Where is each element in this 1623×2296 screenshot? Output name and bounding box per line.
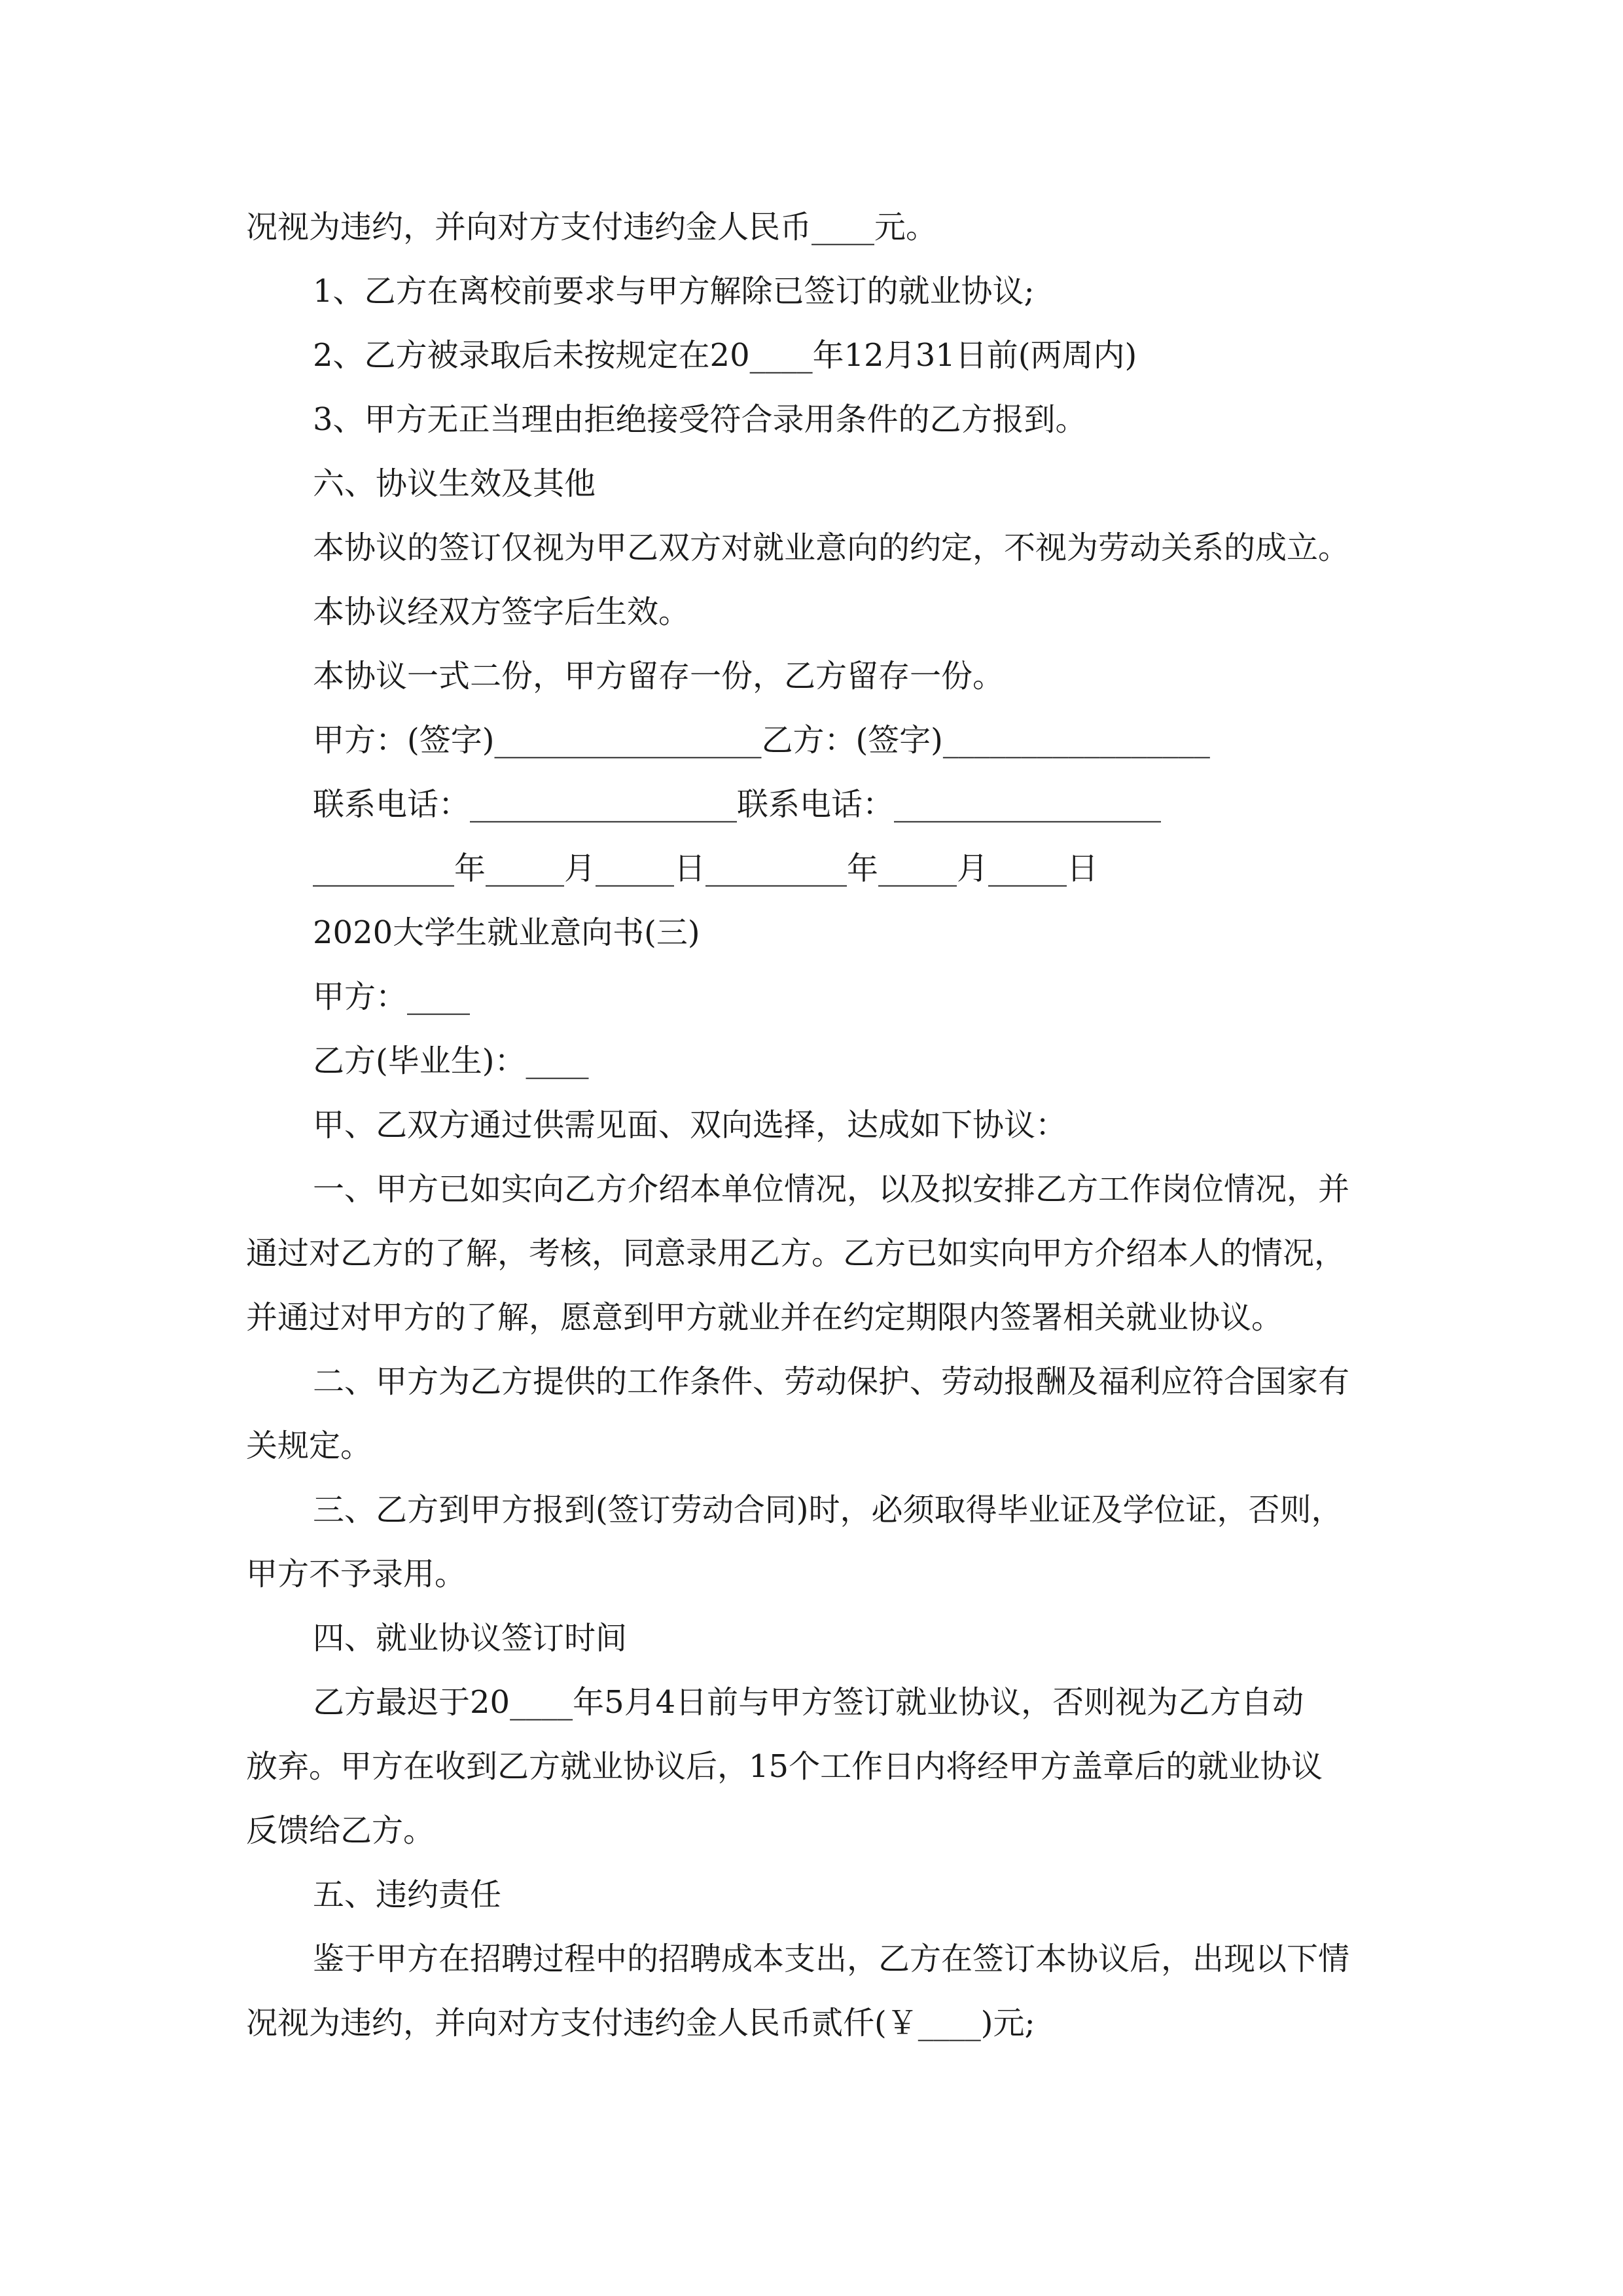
document-title: 2020大学生就业意向书(三) xyxy=(313,914,700,951)
text-line: 本协议经双方签字后生效。 xyxy=(313,594,690,630)
text-line: 放弃。甲方在收到乙方就业协议后，15个工作日内将经甲方盖章后的就业协议 xyxy=(246,1748,1323,1785)
breach-item-1: 1、乙方在离校前要求与甲方解除已签订的就业协议; xyxy=(313,273,1035,310)
breach-item-2: 2、乙方被录取后未按规定在20____年12月31日前(两周内) xyxy=(313,337,1137,374)
phone-line: 联系电话：_________________联系电话：_________________ xyxy=(313,786,1162,823)
date-line: _________年_____月_____日_________年_____月_____日 xyxy=(313,850,1099,887)
section-heading: 四、就业协议签订时间 xyxy=(313,1620,628,1657)
text-line: 通过对乙方的了解，考核，同意录用乙方。乙方已如实向甲方介绍本人的情况， xyxy=(246,1235,1346,1272)
text-line: 甲、乙双方通过供需见面、双向选择，达成如下协议： xyxy=(313,1107,1067,1143)
text-line: 关规定。 xyxy=(246,1427,372,1464)
text-line: 二、甲方为乙方提供的工作条件、劳动保护、劳动报酬及福利应符合国家有 xyxy=(313,1363,1350,1400)
text-line: 并通过对甲方的了解，愿意到甲方就业并在约定期限内签署相关就业协议。 xyxy=(246,1299,1283,1336)
party-a-line: 甲方：____ xyxy=(313,978,471,1015)
text-line: 三、乙方到甲方报到(签订劳动合同)时，必须取得毕业证及学位证，否则， xyxy=(313,1492,1343,1528)
text-line: 本协议的签订仅视为甲乙双方对就业意向的约定，不视为劳动关系的成立。 xyxy=(313,529,1350,566)
text-line: 乙方最迟于20____年5月4日前与甲方签订就业协议，否则视为乙方自动 xyxy=(313,1684,1304,1721)
text-line: 鉴于甲方在招聘过程中的招聘成本支出，乙方在签订本协议后，出现以下情 xyxy=(313,1941,1350,1977)
signature-line: 甲方：(签字)_________________乙方：(签字)_________________ xyxy=(313,722,1210,759)
breach-item-3: 3、甲方无正当理由拒绝接受符合录用条件的乙方报到。 xyxy=(313,401,1087,438)
text-line: 况视为违约，并向对方支付违约金人民币贰仟(￥____)元; xyxy=(246,2005,1035,2041)
text-line: 况视为违约，并向对方支付违约金人民币____元。 xyxy=(246,209,938,245)
text-line: 甲方不予录用。 xyxy=(246,1556,467,1592)
text-line: 反馈给乙方。 xyxy=(246,1812,435,1849)
document-body xyxy=(246,195,1380,2055)
party-b-line: 乙方(毕业生)：____ xyxy=(313,1043,589,1079)
section-heading: 六、协议生效及其他 xyxy=(313,465,596,502)
text-line: 本协议一式二份，甲方留存一份，乙方留存一份。 xyxy=(313,658,1005,694)
section-heading: 五、违约责任 xyxy=(313,1876,502,1913)
text-line: 一、甲方已如实向乙方介绍本单位情况，以及拟安排乙方工作岗位情况，并 xyxy=(313,1171,1350,1208)
